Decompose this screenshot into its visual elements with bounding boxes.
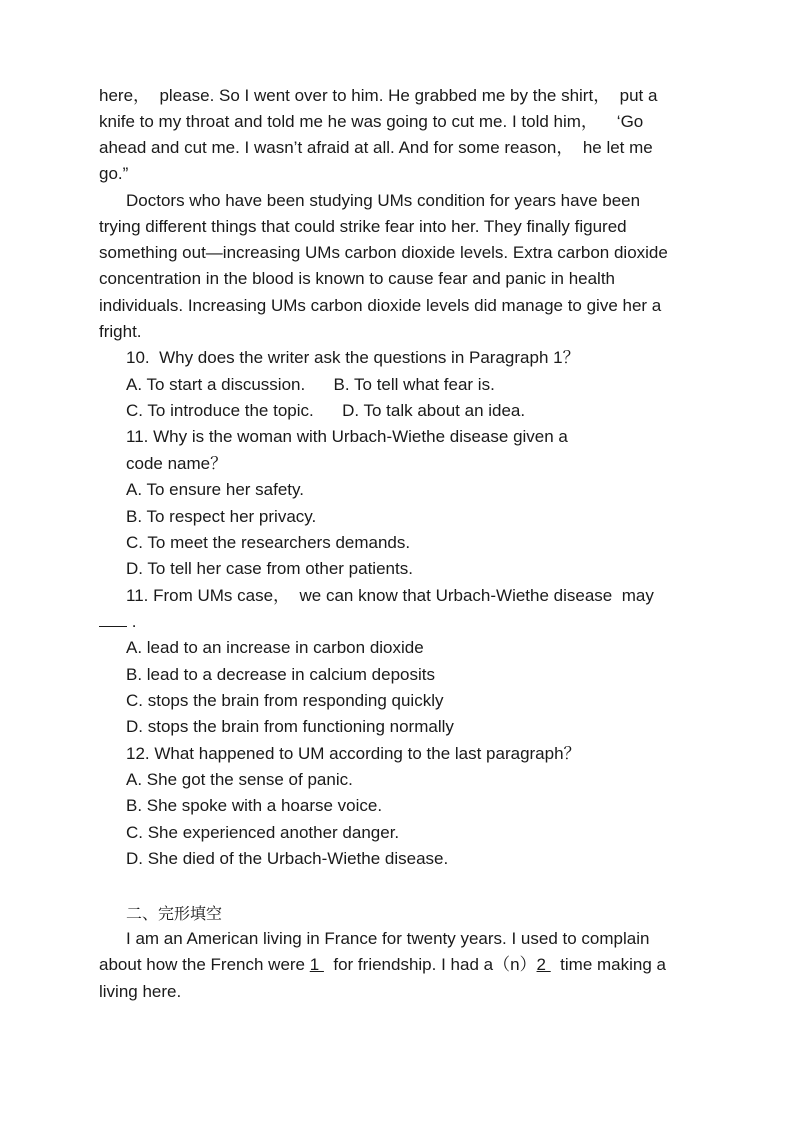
question-11b-stem: 11. From UMs case， we can know that Urbach-Wiethe disease may [126, 586, 654, 605]
question-11b-stem-tail: . [131, 612, 137, 631]
passage-line: go.” [99, 164, 129, 183]
question-11a-option: B. To respect her privacy. [126, 507, 317, 526]
question-12-option: B. She spoke with a hoarse voice. [126, 796, 383, 815]
question-11b-option: B. lead to a decrease in calcium deposits [126, 665, 436, 684]
paragraph-line: fright. [99, 322, 142, 341]
question-11a-stem: code name？ [126, 454, 228, 473]
cloze-line [99, 954, 666, 976]
cloze-blank-1: 1 [309, 955, 324, 974]
question-12-option: D. She died of the Urbach-Wiethe disease. [126, 849, 449, 868]
question-10-options: A. To start a discussion. B. To tell what fear is. [126, 375, 495, 394]
question-12-option: A. She got the sense of panic. [126, 770, 353, 789]
question-11a-option: C. To meet the researchers demands. [126, 533, 411, 552]
paragraph-line: something out—increasing UMs carbon dioxide levels. Extra carbon dioxide [99, 243, 668, 262]
question-11a-option: D. To tell her case from other patients. [126, 559, 413, 578]
paragraph-line: Doctors who have been studying UMs condition for years have been [126, 191, 641, 210]
cloze-text: for friendship. I had a（n） [323, 955, 537, 974]
cloze-blank-2: 2 [536, 955, 551, 974]
passage-line: ahead and cut me. I wasn’t afraid at all. And for some reason， he let me [99, 138, 653, 157]
cloze-line: living here. [99, 982, 182, 1001]
cloze-text: time making a [550, 955, 666, 974]
question-12-option: C. She experienced another danger. [126, 823, 400, 842]
question-11a-option: A. To ensure her safety. [126, 480, 304, 499]
question-11b-blank-line [99, 611, 136, 633]
passage-line: knife to my throat and told me he was going to cut me. I told him， ‘Go [99, 112, 644, 131]
paragraph-line: individuals. Increasing UMs carbon dioxide levels did manage to give her a [99, 296, 662, 315]
paragraph-line: trying different things that could strike fear into her. They finally figured [99, 217, 627, 236]
question-10-stem: 10. Why does the writer ask the questions in Paragraph 1？ [126, 348, 580, 367]
passage-line: here， please. So I went over to him. He grabbed me by the shirt， put a [99, 86, 658, 105]
question-11b-option: C. stops the brain from responding quickly [126, 691, 444, 710]
question-10-options: C. To introduce the topic. D. To talk about an idea. [126, 401, 526, 420]
cloze-text: about how the French were [99, 955, 310, 974]
answer-blank [99, 612, 127, 627]
paragraph-line: concentration in the blood is known to cause fear and panic in health [99, 269, 616, 288]
cloze-line: I am an American living in France for twenty years. I used to complain [126, 929, 650, 948]
question-11b-option: A. lead to an increase in carbon dioxide [126, 638, 424, 657]
question-12-stem: 12. What happened to UM according to the last paragraph？ [126, 744, 581, 763]
section-heading: 二、完形填空 [126, 904, 223, 923]
question-11b-option: D. stops the brain from functioning normally [126, 717, 454, 736]
question-11a-stem: 11. Why is the woman with Urbach-Wiethe disease given a [126, 427, 568, 446]
